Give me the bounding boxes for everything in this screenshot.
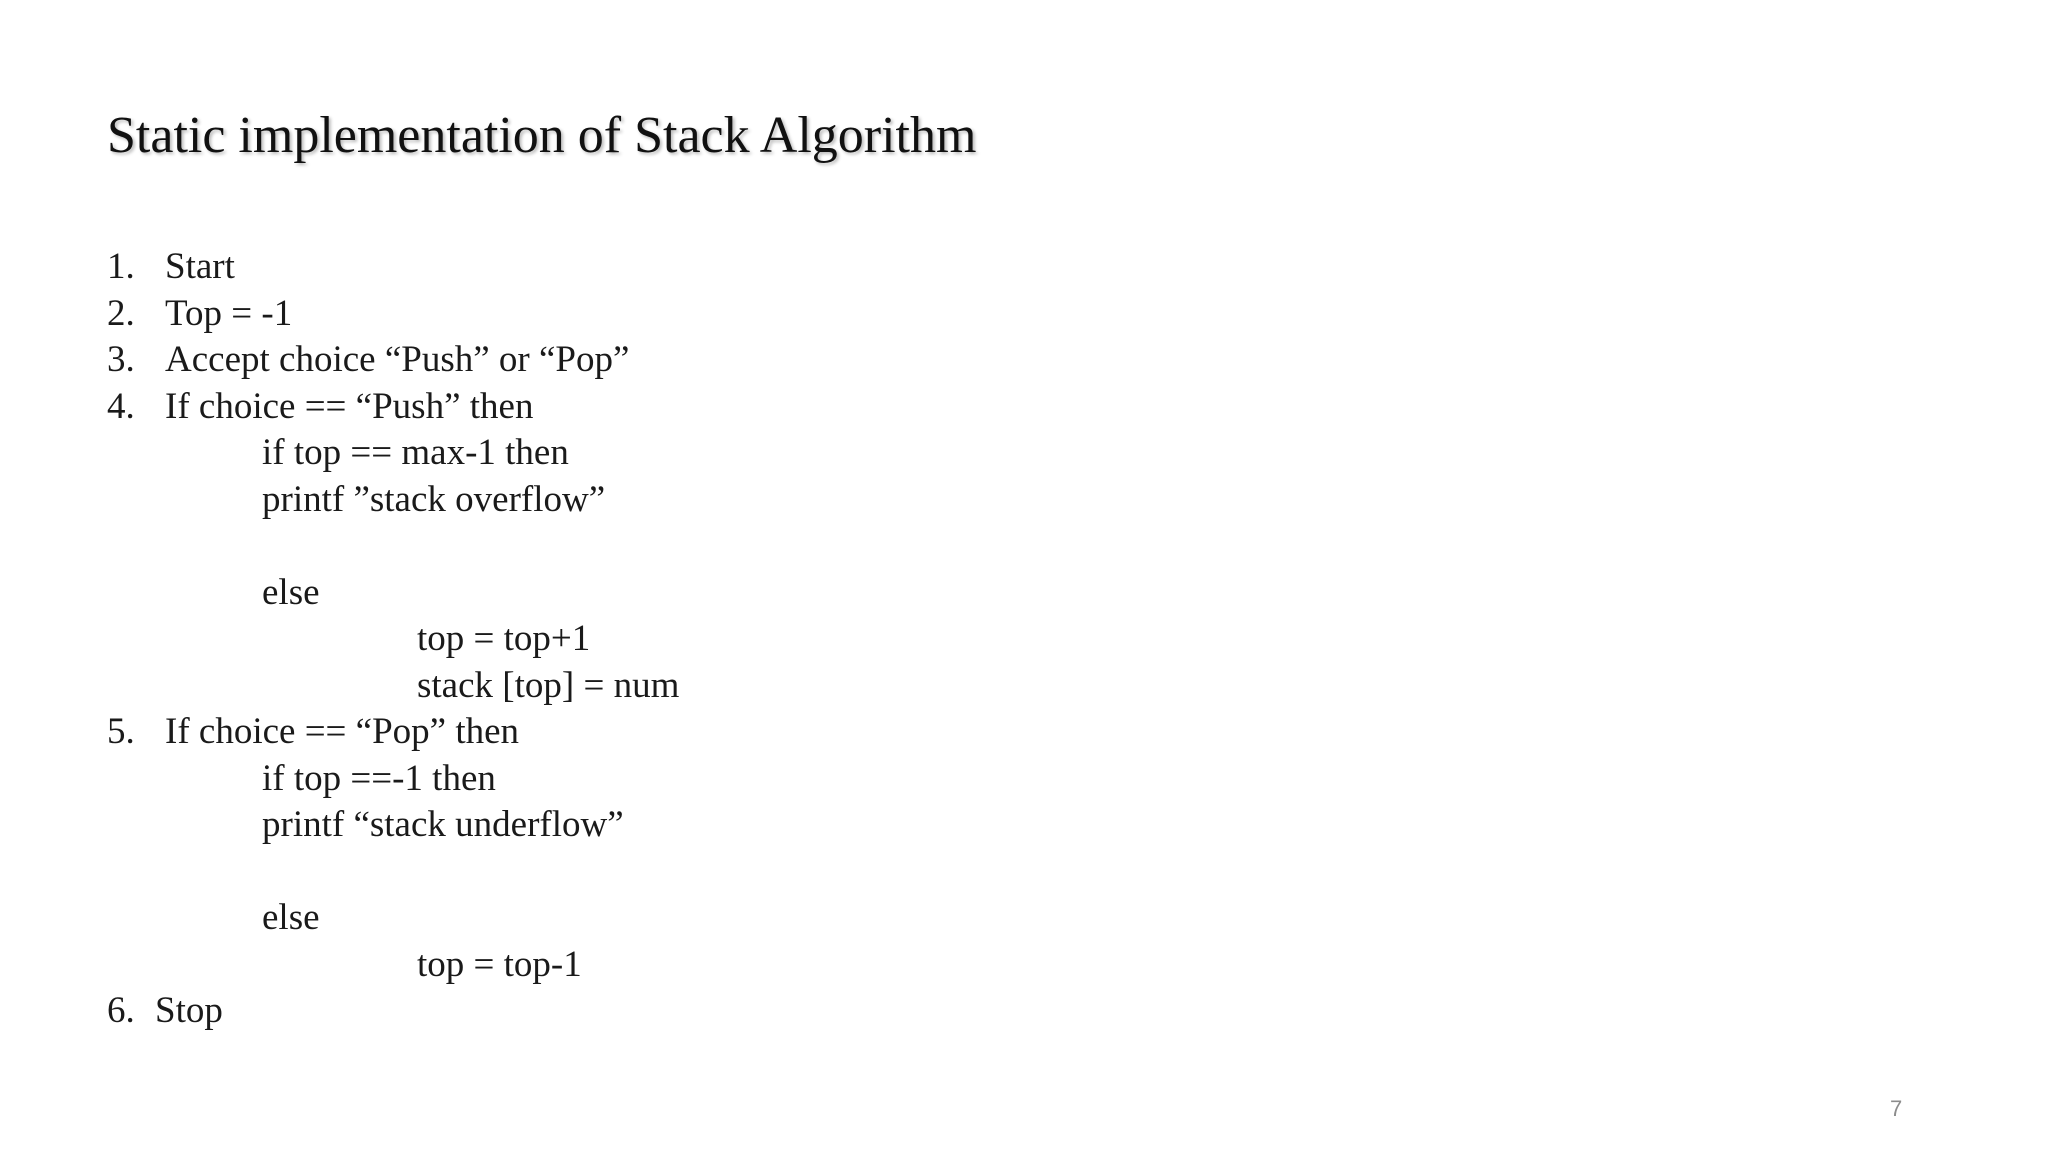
step-text: printf “stack underflow” [262,804,624,845]
algorithm-steps [107,244,1807,1035]
step-number: 3. [107,339,135,380]
step-text: If choice == “Pop” then [165,711,520,752]
step-number: 4. [107,385,135,427]
step-text: If choice == “Push” then [165,385,534,427]
blank-line [107,849,1807,896]
step-number: 6. [107,990,135,1031]
algorithm-line [107,384,1807,431]
algorithm-line [107,337,1807,384]
step-text: if top ==-1 then [262,757,496,799]
algorithm-line [107,291,1807,338]
step-text: top = top+1 [417,618,591,659]
algorithm-line [107,709,1807,756]
algorithm-line [107,477,1807,524]
step-text: Top = -1 [165,292,293,334]
page-number: 7 [1890,1096,1903,1121]
step-text: else [262,897,320,938]
algorithm-line [107,663,1807,710]
step-text: Stop [155,990,223,1031]
slide-title: Static implementation of Stack Algorithm [107,107,977,164]
algorithm-line [107,616,1807,663]
blank-line [107,523,1807,570]
algorithm-line [107,430,1807,477]
step-text: else [262,571,320,613]
algorithm-line [107,988,1807,1035]
step-text: if top == max-1 then [262,432,569,473]
step-text: printf ”stack overflow” [262,478,606,520]
step-text: top = top-1 [417,943,582,985]
step-text: Accept choice “Push” or “Pop” [165,339,630,380]
algorithm-line [107,942,1807,989]
algorithm-line [107,570,1807,617]
algorithm-line [107,802,1807,849]
step-text: Start [165,246,235,287]
step-text: stack [top] = num [417,664,680,706]
algorithm-line [107,244,1807,291]
step-number: 2. [107,292,135,334]
step-number: 1. [107,246,135,287]
algorithm-line [107,895,1807,942]
step-number: 5. [107,711,135,752]
algorithm-line [107,756,1807,803]
